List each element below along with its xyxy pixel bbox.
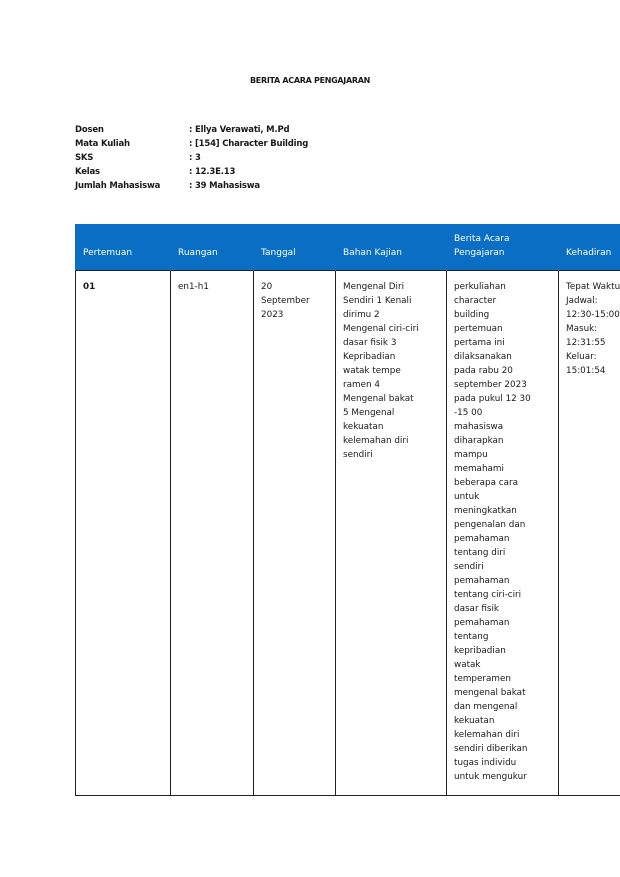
info-row-dosen — [75, 123, 308, 137]
header-tanggal: Tanggal — [254, 224, 336, 271]
header-pertemuan: Pertemuan — [76, 224, 171, 271]
info-value: : 39 Mahasiswa — [189, 181, 260, 191]
cell-pertemuan: 01 — [76, 271, 171, 796]
info-label: SKS — [75, 153, 94, 163]
cell-bahan-kajian: Mengenal Diri Sendiri 1 Kenali dirimu 2 Mengenal ciri-ciri dasar fisik 3 Kepribadian watak tempe ramen 4 Mengenal bakat 5 Mengenal kekuatan kelemahan diri sendiri — [336, 271, 447, 796]
info-label: Dosen — [75, 125, 104, 135]
info-value: : Ellya Verawati, M.Pd — [189, 125, 290, 135]
info-label: Jumlah Mahasiswa — [75, 181, 161, 191]
info-row-kelas — [75, 165, 308, 179]
header-ruangan: Ruangan — [171, 224, 254, 271]
header-kehadiran: Kehadiran — [559, 224, 620, 271]
table-row — [76, 271, 620, 796]
info-row-jumlah-mahasiswa — [75, 179, 308, 193]
cell-ruangan: en1-h1 — [171, 271, 254, 796]
cell-berita-acara: perkuliahan character building pertemuan pertama ini dilaksanakan pada rabu 20 september 2023 pada pukul 12 30 -15 00 mahasiswa diharapkan mampu memahami beberapa cara untuk meningkatkan pengenalan dan pemahaman tentang diri sendiri pemahaman tentang ciri-ciri dasar fisik pemahaman tentang kepribadian watak temperamen mengenal bakat dan mengenal kekuatan kelemahan diri sendiri diberikan tugas individu untuk mengukur — [447, 271, 559, 796]
document-title: BERITA ACARA PENGAJARAN — [250, 76, 370, 85]
info-value: : 3 — [189, 153, 201, 163]
header-berita-acara: Berita Acara Pengajaran — [447, 224, 559, 271]
info-label: Mata Kuliah — [75, 139, 130, 149]
cell-kehadiran: Tepat Waktu Jadwal: 12:30-15:00 Masuk: 12:31:55 Keluar: 15:01:54 — [559, 271, 620, 796]
cell-tanggal: 20 September 2023 — [254, 271, 336, 796]
info-row-mata-kuliah — [75, 137, 308, 151]
info-value: : [154] Character Building — [189, 139, 309, 149]
course-info — [75, 123, 308, 193]
info-row-sks — [75, 151, 308, 165]
header-bahan-kajian: Bahan Kajian — [336, 224, 447, 271]
info-label: Kelas — [75, 167, 100, 177]
table-header-row — [76, 224, 620, 271]
teaching-report-table — [75, 224, 620, 796]
info-value: : 12.3E.13 — [189, 167, 236, 177]
